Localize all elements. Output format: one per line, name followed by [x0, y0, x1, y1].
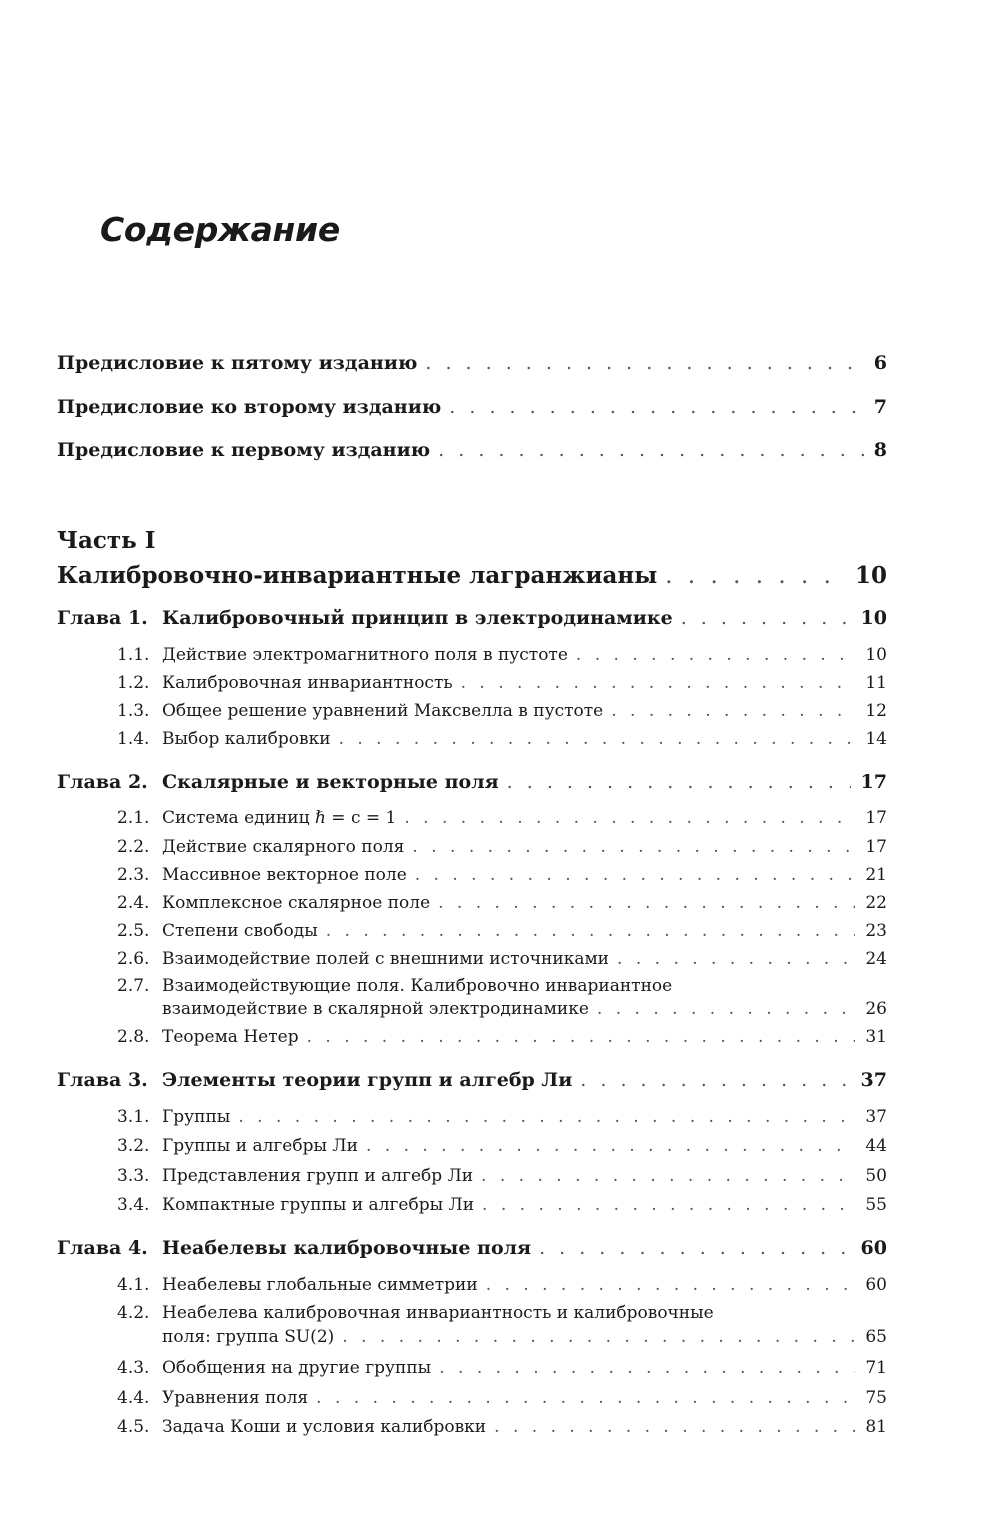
section-title: Взаимодействие полей с внешними источниками [162, 949, 610, 969]
toc-section-1-1[interactable] [117, 645, 887, 665]
dot-leader [481, 1166, 855, 1186]
toc-section-2-6[interactable] [117, 949, 887, 969]
toc-section-4-3[interactable] [117, 1358, 887, 1378]
dot-leader [449, 396, 863, 418]
toc-section-4-2-continued[interactable] [162, 1327, 887, 1347]
dot-leader [425, 352, 863, 374]
section-title: Действие электромагнитного поля в пустоте [162, 645, 568, 665]
toc-page-number: 65 [865, 1327, 887, 1347]
toc-page-number: 10 [865, 645, 887, 665]
dot-leader [486, 1275, 856, 1295]
dot-leader [438, 893, 855, 913]
toc-preface-label: Предисловие ко второму изданию [57, 396, 442, 418]
toc-section-4-5[interactable] [117, 1417, 887, 1437]
toc-page-number: 12 [865, 701, 887, 721]
dot-leader [461, 673, 856, 693]
toc-preface-2nd[interactable] [57, 396, 887, 418]
toc-page-number: 23 [865, 921, 887, 941]
toc-page-number: 55 [865, 1195, 887, 1215]
toc-page-number: 31 [865, 1027, 887, 1047]
section-title: Группы и алгебры Ли [162, 1136, 358, 1156]
chapter-title: Скалярные и векторные поля [162, 771, 499, 793]
page-title: Содержание [100, 210, 340, 249]
section-number: 2.8. [117, 1027, 150, 1047]
toc-section-3-3[interactable] [117, 1166, 887, 1186]
chapter-number: Глава 3. [57, 1069, 148, 1091]
toc-section-2-7[interactable] [117, 976, 672, 996]
section-number: 2.1. [117, 808, 150, 828]
section-title: Обобщения на другие группы [162, 1358, 432, 1378]
section-title: Выбор калибровки [162, 729, 331, 749]
chapter-number: Глава 4. [57, 1237, 148, 1259]
section-title: Группы [162, 1107, 231, 1127]
section-title: Теорема Нетер [162, 1027, 299, 1047]
section-title-continued: взаимодействие в скалярной электродинамике [162, 999, 589, 1019]
section-title: Степени свободы [162, 921, 318, 941]
toc-page-number: 11 [865, 673, 887, 693]
toc-page-number: 17 [865, 808, 887, 828]
toc-page-number: 81 [865, 1417, 887, 1437]
dot-leader [665, 563, 845, 589]
toc-section-2-3[interactable] [117, 865, 887, 885]
dot-leader [342, 1327, 855, 1347]
toc-page-number: 17 [860, 771, 887, 793]
section-number: 2.2. [117, 837, 150, 857]
toc-section-2-4[interactable] [117, 893, 887, 913]
section-number: 4.5. [117, 1417, 150, 1437]
toc-section-1-4[interactable] [117, 729, 887, 749]
toc-page-number: 17 [865, 837, 887, 857]
toc-preface-label: Предисловие к пятому изданию [57, 352, 418, 374]
toc-chapter-3[interactable] [57, 1069, 887, 1091]
dot-leader [507, 771, 851, 793]
toc-page-number: 22 [865, 893, 887, 913]
section-number: 1.4. [117, 729, 150, 749]
toc-section-2-2[interactable] [117, 837, 887, 857]
toc-preface-1st[interactable] [57, 439, 887, 461]
part-title: Калибровочно-инвариантные лагранжианы [57, 562, 658, 589]
dot-leader [539, 1237, 850, 1259]
dot-leader [339, 729, 856, 749]
toc-page-number: 14 [865, 729, 887, 749]
toc-section-4-2[interactable] [117, 1303, 714, 1323]
chapter-number: Глава 2. [57, 771, 148, 793]
section-title: Неабелева калибровочная инвариантность и калибровочные [162, 1303, 714, 1323]
chapter-title: Элементы теории групп и алгебр Ли [162, 1069, 573, 1091]
toc-page-number: 60 [865, 1275, 887, 1295]
toc-section-4-4[interactable] [117, 1388, 887, 1408]
section-title-continued: поля: группа SU(2) [162, 1327, 335, 1347]
section-number: 1.2. [117, 673, 150, 693]
toc-page-number: 71 [865, 1358, 887, 1378]
dot-leader [366, 1136, 855, 1156]
section-title: Общее решение уравнений Максвелла в пустоте [162, 701, 604, 721]
toc-page-number: 50 [865, 1166, 887, 1186]
toc-page-number: 44 [865, 1136, 887, 1156]
dot-leader [681, 607, 851, 629]
dot-leader [439, 1358, 855, 1378]
section-number: 2.7. [117, 976, 150, 996]
section-title: Калибровочная инвариантность [162, 673, 453, 693]
toc-page-number: 75 [865, 1388, 887, 1408]
toc-page-number: 10 [860, 607, 887, 629]
toc-page-number: 37 [865, 1107, 887, 1127]
dot-leader [326, 921, 856, 941]
chapter-title: Калибровочный принцип в электродинамике [162, 607, 673, 629]
toc-section-1-2[interactable] [117, 673, 887, 693]
dot-leader [580, 1069, 850, 1091]
toc-preface-5th[interactable] [57, 352, 887, 374]
dot-leader [238, 1107, 855, 1127]
section-title: Взаимодействующие поля. Калибровочно инвариантное [162, 976, 673, 996]
section-title: Комплексное скалярное поле [162, 893, 431, 913]
dot-leader [576, 645, 855, 665]
dot-leader [415, 865, 856, 885]
toc-page-number: 37 [860, 1069, 887, 1091]
section-title: Задача Коши и условия калибровки [162, 1417, 487, 1437]
section-title: Компактные группы и алгебры Ли [162, 1195, 475, 1215]
dot-leader [316, 1388, 855, 1408]
dot-leader [404, 808, 855, 828]
dot-leader [482, 1195, 855, 1215]
section-number: 2.3. [117, 865, 150, 885]
section-number: 4.1. [117, 1275, 150, 1295]
toc-section-3-4[interactable] [117, 1195, 887, 1215]
toc-page-number: 21 [865, 865, 887, 885]
section-title: Неабелевы глобальные симметрии [162, 1275, 478, 1295]
toc-page-number: 60 [860, 1237, 887, 1259]
toc-page-number: 10 [854, 562, 887, 589]
section-title: Представления групп и алгебр Ли [162, 1166, 474, 1186]
toc-page-number: 24 [865, 949, 887, 969]
section-number: 3.2. [117, 1136, 150, 1156]
section-number: 4.3. [117, 1358, 150, 1378]
toc-part-1[interactable] [57, 562, 887, 589]
toc-section-2-5[interactable] [117, 921, 887, 941]
section-number: 2.6. [117, 949, 150, 969]
section-number: 2.5. [117, 921, 150, 941]
toc-section-3-1[interactable] [117, 1107, 887, 1127]
dot-leader [597, 999, 855, 1019]
toc-section-3-2[interactable] [117, 1136, 887, 1156]
section-title: Массивное векторное поле [162, 865, 407, 885]
dot-leader [438, 439, 864, 461]
toc-chapter-2[interactable] [57, 771, 887, 793]
dot-leader [307, 1027, 856, 1047]
section-number: 3.4. [117, 1195, 150, 1215]
toc-chapter-1[interactable] [57, 607, 887, 629]
section-number: 1.3. [117, 701, 150, 721]
section-number: 3.3. [117, 1166, 150, 1186]
toc-preface-label: Предисловие к первому изданию [57, 439, 431, 461]
toc-section-1-3[interactable] [117, 701, 887, 721]
section-title: Уравнения поля [162, 1388, 309, 1408]
toc-page-number: 7 [873, 396, 887, 418]
section-number: 2.4. [117, 893, 150, 913]
toc-page-number: 6 [873, 352, 887, 374]
part-label: Часть I [57, 527, 156, 554]
toc-section-2-1[interactable] [117, 808, 887, 828]
dot-leader [412, 837, 855, 857]
dot-leader [617, 949, 855, 969]
toc-section-4-1[interactable] [117, 1275, 887, 1295]
chapter-number: Глава 1. [57, 607, 148, 629]
toc-section-2-8[interactable] [117, 1027, 887, 1047]
section-number: 4.2. [117, 1303, 150, 1323]
section-number: 3.1. [117, 1107, 150, 1127]
chapter-title: Неабелевы калибровочные поля [162, 1237, 532, 1259]
dot-leader [494, 1417, 855, 1437]
dot-leader [611, 701, 855, 721]
section-number: 4.4. [117, 1388, 150, 1408]
section-number: 1.1. [117, 645, 150, 665]
toc-page-number: 8 [873, 439, 887, 461]
toc-page-number: 26 [865, 999, 887, 1019]
toc-chapter-4[interactable] [57, 1237, 887, 1259]
section-title: Действие скалярного поля [162, 837, 405, 857]
toc-section-2-7-continued[interactable] [162, 999, 887, 1019]
section-title: Система единиц ℏ = c = 1 [162, 808, 397, 828]
